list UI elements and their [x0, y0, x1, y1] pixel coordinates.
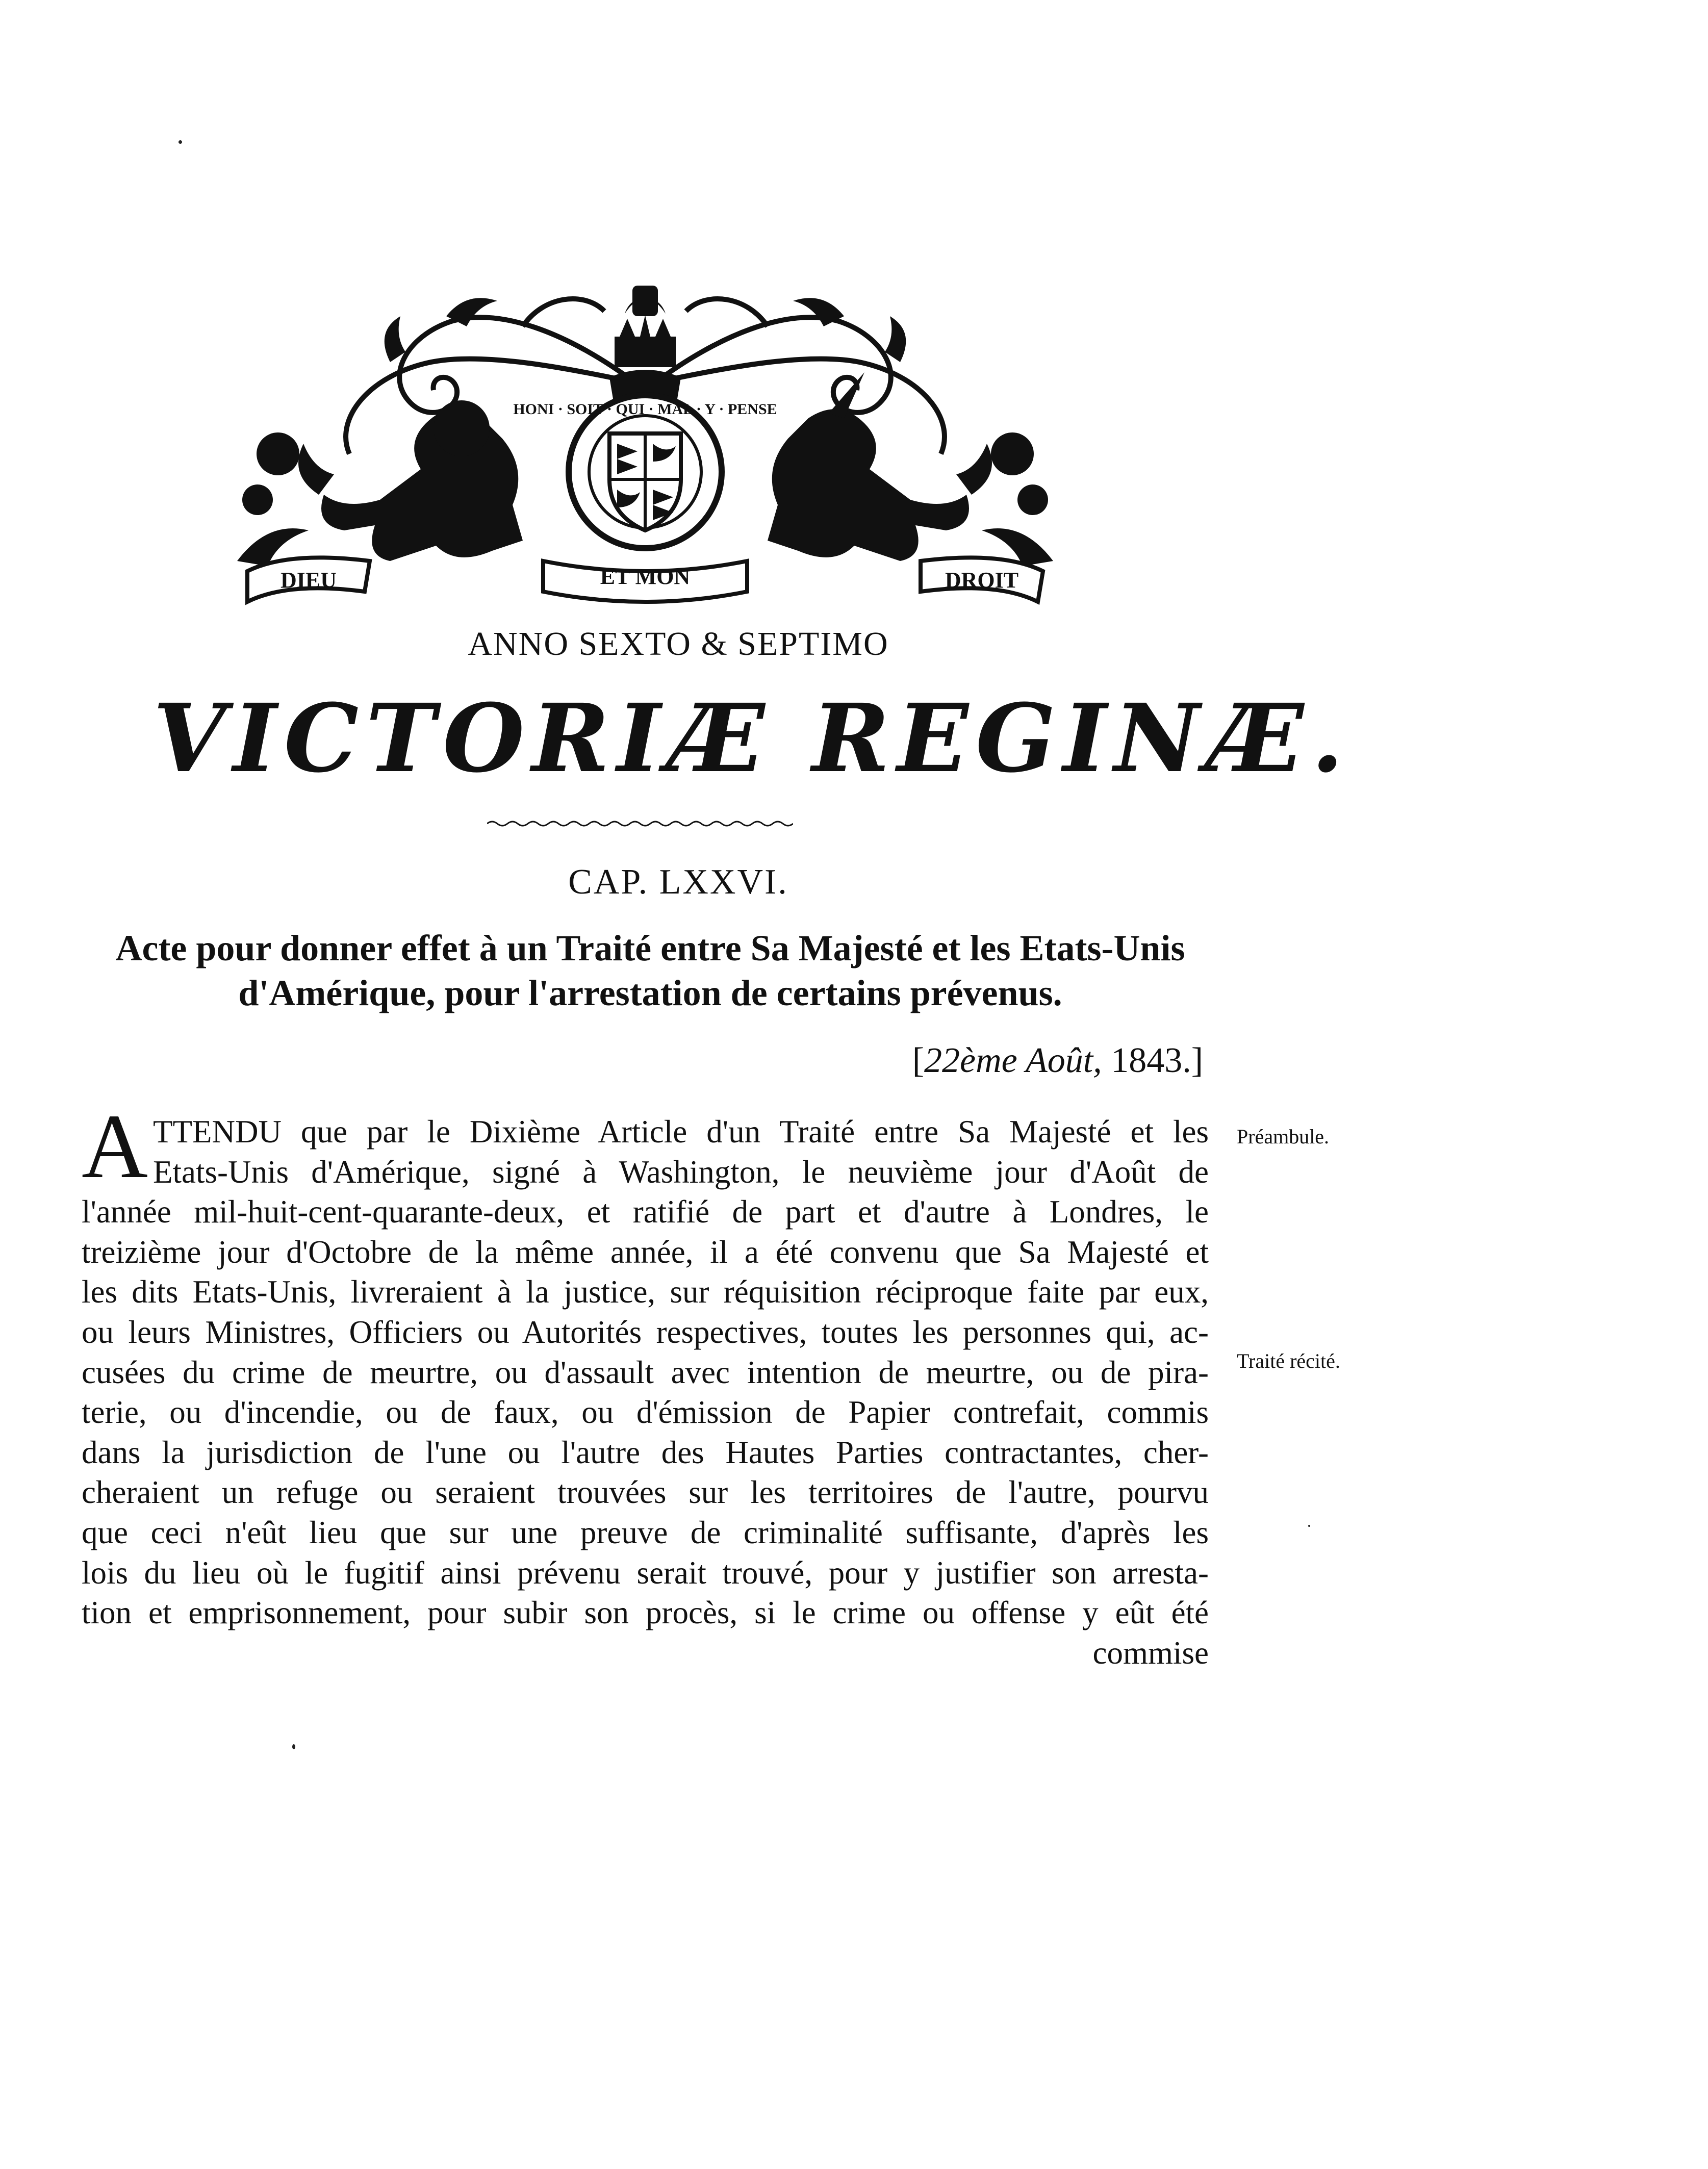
body-line: ou leurs Ministres, Officiers ou Autorités respectives, toutes les personnes qui, ac- [82, 1314, 1209, 1350]
ribbon-center-text: ET MON [600, 564, 691, 589]
margin-note-treaty: Traité récité. [1237, 1349, 1340, 1372]
body-line: l'année mil-huit-cent-quarante-deux, et ratifié de part et d'autre à Londres, le [82, 1194, 1209, 1230]
ribbon-right-text: DROIT [945, 568, 1019, 593]
body-line: TTENDU que par le Dixième Article d'un Traité entre Sa Majesté et les [153, 1114, 1209, 1150]
anno-heading: ANNO SEXTO & SEPTIMO [468, 625, 889, 662]
body-line: cusées du crime de meurtre, ou d'assault avec intention de meurtre, ou de pira- [82, 1354, 1209, 1390]
scan-speck [1308, 1525, 1310, 1527]
act-title-line-1: Acte pour donner effet à un Traité entre Sa Majesté et les Etats-Unis [115, 928, 1185, 968]
body-line: treizième jour d'Octobre de la même année, il a été convenu que Sa Majesté et [82, 1234, 1209, 1270]
body-line: terie, ou d'incendie, ou de faux, ou d'émission de Papier contrefait, commis [82, 1394, 1209, 1431]
body-line: cheraient un refuge ou seraient trouvées sur les territoires de l'autre, pourvu [82, 1474, 1209, 1511]
body-line: lois du lieu où le fugitif ainsi prévenu serait trouvé, pour y justifier son arresta- [82, 1554, 1209, 1591]
body-line: dans la jurisdiction de l'une ou l'autre des Hautes Parties contractantes, cher- [82, 1434, 1209, 1470]
scan-speck [292, 1744, 295, 1749]
drop-cap: A [82, 1095, 148, 1197]
act-title [82, 926, 1219, 1015]
margin-note-preamble: Préambule. [1237, 1125, 1330, 1148]
scan-speck [179, 140, 182, 144]
ribbon-left-text: DIEU [280, 568, 337, 593]
body-line: commise [1092, 1635, 1209, 1671]
chapter-heading: CAP. LXXVI. [568, 862, 788, 902]
garter-motto: HONI · SOIT · QUI · MAL · Y · PENSE [513, 401, 777, 418]
regnal-title: VICTORIÆ REGINÆ. [153, 683, 1351, 794]
act-title-line-2: d'Amérique, pour l'arrestation de certains prévenus. [238, 973, 1062, 1013]
date-bracket: [ [912, 1041, 925, 1080]
body-line: les dits Etats-Unis, livreraient à la justice, sur réquisition réciproque faite par eux, [82, 1274, 1209, 1310]
royal-coat-of-arms [217, 275, 1074, 607]
body-line: Etats-Unis d'Amérique, signé à Washington, le neuvième jour d'Août de [153, 1154, 1209, 1190]
body-line: que ceci n'eût lieu que sur une preuve de criminalité suffisante, d'après les [82, 1514, 1209, 1550]
act-date [912, 1040, 1203, 1081]
body-line: tion et emprisonnement, pour subir son procès, si le crime ou offense y eût été [82, 1595, 1209, 1631]
body-text [82, 1112, 1209, 1673]
wavy-rule [487, 819, 793, 829]
date-year: 1843.] [1111, 1041, 1203, 1080]
date-day: 22ème Août, [924, 1041, 1102, 1080]
